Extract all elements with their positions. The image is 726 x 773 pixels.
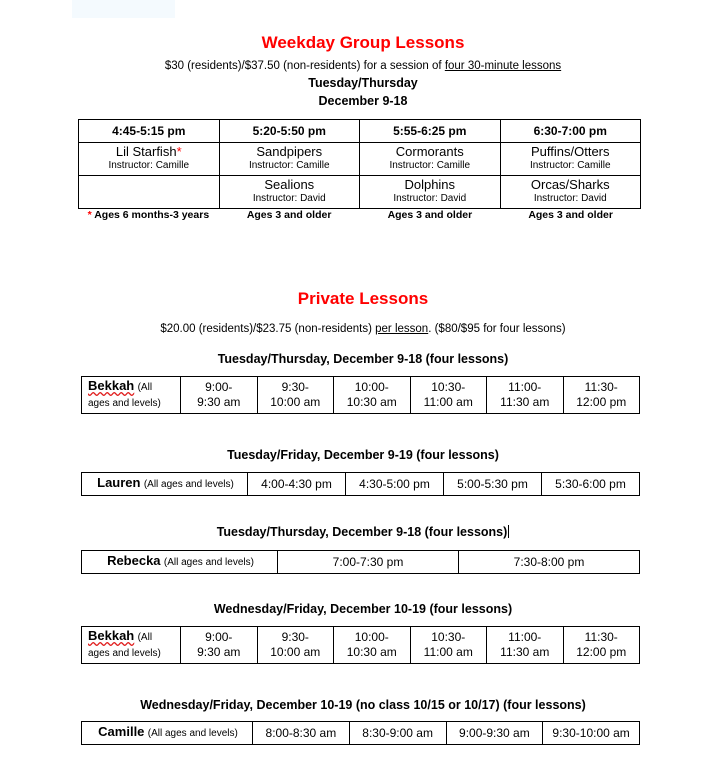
class-name: Cormorants: [395, 144, 464, 159]
private-price-text-a: $20.00 (residents)/$23.75 (non-residents): [160, 323, 376, 335]
private-price-underlined: per lesson: [375, 323, 429, 335]
group-class-cell: [500, 143, 641, 176]
private-block-heading: [0, 525, 726, 539]
group-lessons-price-line: [0, 59, 726, 74]
instructor-qualifier: (All ages and levels): [88, 382, 161, 409]
group-class-cell: [79, 143, 220, 176]
heading-text: Wednesday/Friday, December 10-19 (four lessons): [213, 602, 513, 616]
private-schedule-table-bekkah-2: [81, 626, 640, 664]
time-slot-cell: 9:00- 9:30 am: [181, 377, 258, 414]
instructor-qualifier: (All ages and levels): [147, 728, 238, 739]
class-instructor: Instructor: David: [393, 193, 467, 204]
group-header-cell: 4:45-5:15 pm: [79, 120, 220, 143]
heading-text: Tuesday/Thursday, December 9-18 (four lessons): [217, 352, 509, 366]
class-name: Lil Starfish*: [115, 144, 182, 159]
time-slot-cell: 9:00-9:30 am: [446, 722, 543, 745]
private-lessons-price-line: [0, 322, 726, 337]
class-name: Dolphins: [404, 177, 456, 192]
time-slot-cell: 5:30-6:00 pm: [542, 473, 640, 496]
time-slot-cell: 10:30- 11:00 am: [410, 627, 487, 664]
group-class-cell: [500, 176, 641, 209]
group-price-underlined: four 30-minute lessons: [444, 60, 562, 72]
time-slot-cell: 5:00-5:30 pm: [444, 473, 542, 496]
instructor-name-cell: [82, 627, 181, 664]
instructor-name-cell: [82, 551, 278, 574]
private-schedule-table-lauren: [81, 472, 640, 496]
private-schedule-table-bekkah-1: [81, 376, 640, 414]
time-slot-cell: 10:00- 10:30 am: [334, 627, 411, 664]
table-row: [79, 143, 641, 176]
time-slot-cell: 9:30-10:00 am: [543, 722, 640, 745]
table-header-row: [79, 120, 641, 143]
time-slot-cell: 10:30- 11:00 am: [410, 377, 487, 414]
table-row: [82, 473, 640, 496]
instructor-name: Bekkah: [88, 378, 135, 393]
asterisk-marker: *: [176, 144, 182, 159]
heading-text: Tuesday/Friday, December 9-19 (four lessons): [227, 448, 499, 462]
table-row: [82, 722, 640, 745]
instructor-name-cell: [82, 473, 248, 496]
group-class-cell: [219, 176, 360, 209]
time-slot-cell: 11:00- 11:30 am: [487, 627, 564, 664]
table-row: [82, 377, 640, 414]
instructor-name-cell: [82, 722, 253, 745]
group-age-requirements-row: [78, 209, 641, 221]
class-instructor: Instructor: Camille: [248, 160, 330, 171]
table-row: [82, 627, 640, 664]
instructor-name: Bekkah: [88, 628, 135, 643]
instructor-qualifier: (All ages and levels): [163, 557, 254, 568]
private-block-heading: [0, 352, 726, 366]
age-requirement: Ages 3 and older: [246, 209, 332, 221]
time-slot-cell: 9:00- 9:30 am: [181, 627, 258, 664]
group-class-cell: [219, 143, 360, 176]
class-name: Sandpipers: [256, 144, 323, 159]
time-slot-cell: 8:00-8:30 am: [253, 722, 350, 745]
group-price-text: $30 (residents)/$37.50 (non-residents) for a session of: [164, 60, 445, 72]
table-row: [79, 176, 641, 209]
private-block-heading: [0, 448, 726, 462]
class-instructor: Instructor: Camille: [108, 160, 190, 171]
group-class-cell: [360, 176, 501, 209]
group-header-cell: 5:20-5:50 pm: [219, 120, 360, 143]
time-slot-cell: 9:30- 10:00 am: [257, 377, 334, 414]
table-row: [82, 551, 640, 574]
group-lessons-dates: December 9-18: [318, 94, 408, 108]
time-slot-cell: 9:30- 10:00 am: [257, 627, 334, 664]
time-slot-cell: 10:00- 10:30 am: [334, 377, 411, 414]
heading-text: Tuesday/Thursday, December 9-18 (four lessons): [216, 525, 508, 539]
private-block-heading: [0, 698, 726, 712]
class-instructor: Instructor: David: [252, 193, 326, 204]
instructor-name: Rebecka: [107, 553, 161, 568]
time-slot-cell: 11:00- 11:30 am: [487, 377, 564, 414]
time-slot-cell: 8:30-9:00 am: [349, 722, 446, 745]
age-requirement: * Ages 6 months-3 years: [87, 209, 210, 221]
instructor-name: Lauren: [97, 475, 141, 490]
class-name: Sealions: [264, 177, 315, 192]
time-slot-cell: 4:30-5:00 pm: [346, 473, 444, 496]
private-lessons-title: Private Lessons: [297, 289, 429, 308]
private-price-text-b: . ($80/$95 for four lessons): [428, 323, 566, 335]
group-class-cell: [360, 143, 501, 176]
class-instructor: Instructor: Camille: [529, 160, 611, 171]
top-highlight-artifact: [72, 0, 175, 18]
class-name: Puffins/Otters: [530, 144, 610, 159]
time-slot-cell: 7:00-7:30 pm: [278, 551, 459, 574]
class-instructor: Instructor: Camille: [389, 160, 471, 171]
instructor-name: Camille: [98, 724, 145, 739]
age-requirement: Ages 3 and older: [528, 209, 613, 221]
class-instructor: Instructor: David: [533, 193, 607, 204]
group-lessons-table: [78, 119, 641, 209]
time-slot-cell: 4:00-4:30 pm: [248, 473, 346, 496]
instructor-qualifier: (All ages and levels): [143, 479, 234, 490]
class-name: Orcas/Sharks: [530, 177, 610, 192]
heading-text: Wednesday/Friday, December 10-19 (no class 10/15 or 10/17) (four lessons): [140, 698, 586, 712]
time-slot-cell: 7:30-8:00 pm: [459, 551, 640, 574]
group-lessons-title: Weekday Group Lessons: [261, 33, 465, 52]
group-header-cell: 6:30-7:00 pm: [500, 120, 641, 143]
group-header-cell: 5:55-6:25 pm: [360, 120, 501, 143]
private-block-heading: [0, 602, 726, 616]
text-cursor-caret: [508, 525, 509, 538]
age-requirement: Ages 3 and older: [387, 209, 473, 221]
instructor-name-cell: [82, 377, 181, 414]
group-class-cell-empty: [79, 176, 220, 209]
instructor-qualifier: (All ages and levels): [88, 632, 161, 659]
asterisk-marker: *: [87, 209, 92, 221]
private-schedule-table-camille: [81, 721, 640, 745]
time-slot-cell: 11:30- 12:00 pm: [563, 627, 640, 664]
private-schedule-table-rebecka: [81, 550, 640, 574]
group-lessons-days: Tuesday/Thursday: [308, 76, 418, 90]
time-slot-cell: 11:30- 12:00 pm: [563, 377, 640, 414]
